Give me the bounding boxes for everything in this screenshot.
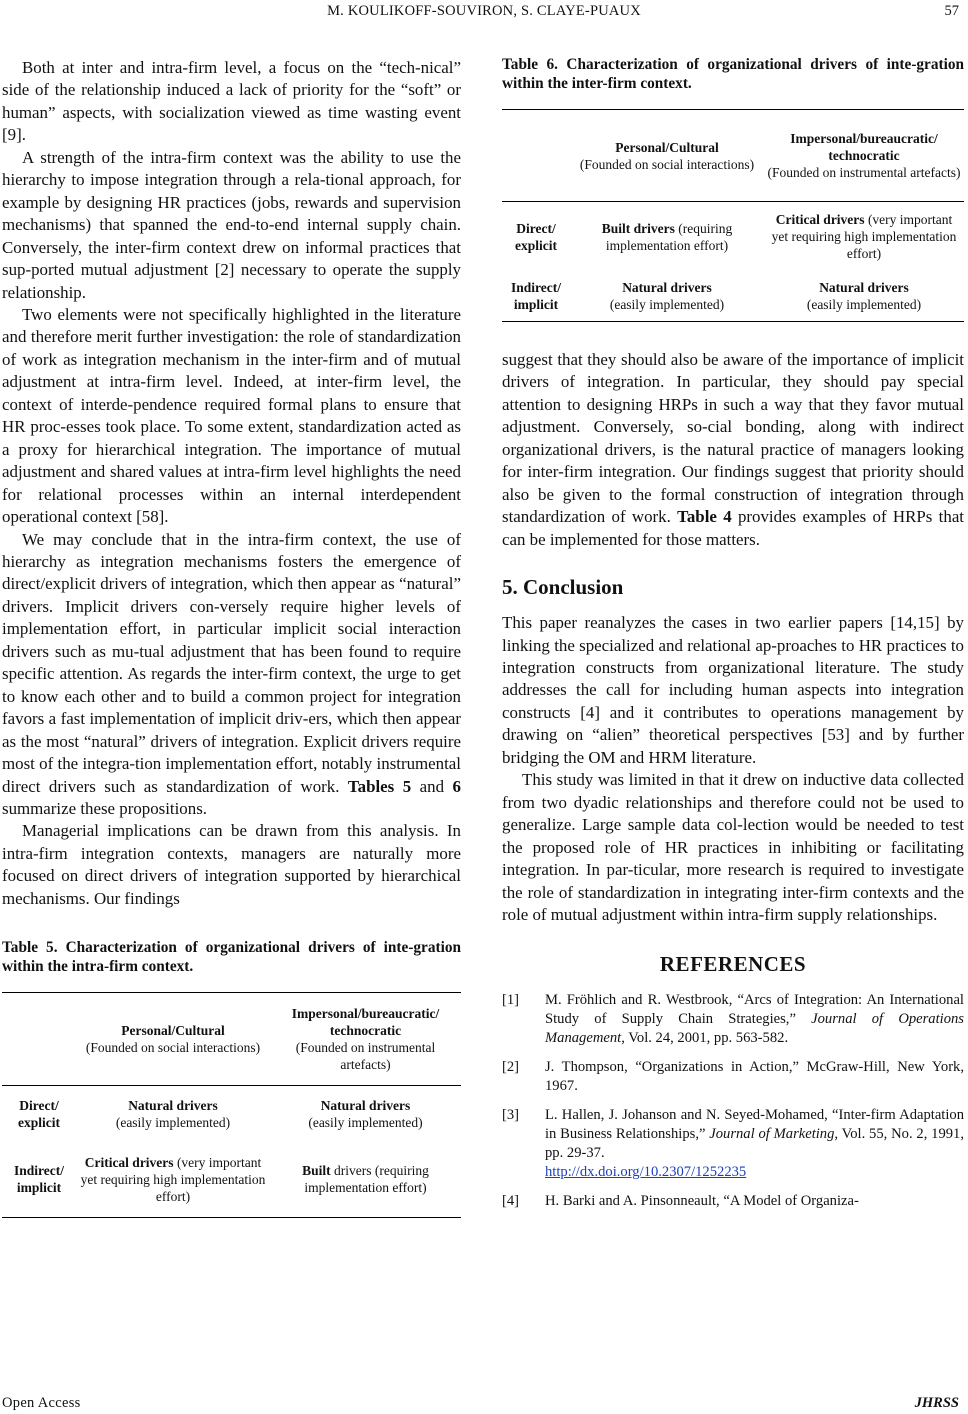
table5-block (2, 938, 461, 1218)
header-cell: Personal/Cultural (Founded on social interactions) (85, 1023, 261, 1056)
table-row (502, 272, 964, 322)
table-row (2, 1142, 461, 1218)
table6-caption: Table 6. Characterization of organizational drivers of inte-gration within the inter-firm context. (502, 56, 964, 92)
table5-caption: Table 5. Characterization of organizational drivers of inte-gration within the intra-firm context. (2, 939, 461, 976)
table-row (502, 202, 964, 272)
paragraph-text: provides examples of HRPs that can be implemented for those matters. (502, 507, 965, 549)
table-ref: Tables 5 (347, 776, 412, 796)
table-cell: Critical drivers (very important yet requiring high implementation effort) (80, 1154, 266, 1204)
table6 (502, 109, 964, 322)
reference-item (502, 1106, 964, 1182)
paragraph: Managerial implications can be drawn from this analysis. In intra-firm integration contexts, managers are naturally more focused on direct drivers of integration supported by hierarchical mechanisms. Our findings (2, 821, 461, 908)
table-cell: Natural drivers (easily implemented) (115, 1097, 231, 1130)
reference-number: [2] (502, 1059, 520, 1076)
reference-text: L. Hallen, J. Johanson and N. Seyed-Mohamed, “Inter-firm Adaptation in Business Relationships,” Journal of Marketing, Vol. 55, No. 2, 1991, pp. 29-37. http://dx.doi.org/10.2307/1252235 (545, 1107, 964, 1181)
paragraph-text: We may conclude that in the intra-firm context, the use of hierarchy as integration mechanisms fosters the emergence of direct/explicit drivers of integration, which then appear as “natural” drivers. Implicit drivers con-versely require higher levels of implementation effort, in particular implicit social interaction drivers such as mu-tual adjustment that has been found to require specific attention. As regards the inter-firm context, the urge to get to know each other and to build a common project for integration favors a fast implementation of implicit driv-ers, which then appear as the most “natural” drivers of integration. Explicit drivers require most of the integra-tion implementation effort, notably instrumental direct drivers such as standardization of work. (2, 529, 461, 796)
table-cell: Built drivers (requiring implementation effort) (302, 1163, 429, 1196)
table5 (2, 992, 461, 1218)
table-ref: Table 4 (677, 507, 732, 527)
table-header-row (2, 993, 461, 1086)
reference-text: M. Fröhlich and R. Westbrook, “Arcs of Integration: An International Study of Supply Chain Strategies,” Journal of Operations Management, Vol. 24, 2001, pp. 563-582. (545, 992, 964, 1047)
table-header-row (502, 110, 964, 202)
reference-item (502, 991, 964, 1048)
reference-list (502, 991, 964, 1211)
reference-number: [1] (502, 992, 520, 1009)
corner-cell (2, 993, 76, 1086)
references-heading: REFERENCES (659, 952, 807, 977)
reference-item (502, 1058, 964, 1096)
reference-text: J. Thompson, “Organizations in Action,” McGraw-Hill, New York, 1967. (545, 1059, 964, 1095)
running-title: M. KOULIKOFF-SOUVIRON, S. CLAYE-PUAUX (327, 3, 641, 19)
paragraph: A strength of the intra-firm context was the ability to use the hierarchy to impose integration through a rela-tional approach, for example by designing HR practices (jobs, rewards and supervision mechanisms) that spanned the end-to-end internal supply chain. Conversely, the inter-firm context drew on informal practices that sup-ported mutual adjustment [2] necessary to operate the supply relationship. (2, 147, 461, 302)
table-cell: Critical drivers (very important yet requiring high implementation effort) (771, 212, 957, 262)
paragraph-text: suggest that they should also be aware of the importance of implicit drivers of integration. In particular, they should pay special attention to designing HRPs in such a way that they favor mutual adjustment. Conversely, so-cial bonding, along with indirect organizational drivers, is the natural practice of managers looking for inter-firm integration. Our findings suggest that priority should also be given to the formal construction of integration through standardization of work. (502, 350, 964, 527)
journal-name: JHRSS (914, 1395, 959, 1411)
header-cell: Impersonal/bureaucratic/ technocratic (Founded on instrumental artefacts) (767, 131, 961, 180)
table-cell: Natural drivers (easily implemented) (806, 280, 922, 313)
paragraph: Two elements were not specifically highlighted in the literature and therefore merit further investigation: the role of standardization of work as integration mechanism in the inter-firm and of mutual adjustment at intra-firm level. Indeed, at inter-firm level, the context of interde-pendence required formal plans to ensure that HR proc-esses took place. To some extent, standardization acted as a proxy for hierarchical integration. The importance of mutual adjustment and shared values at intra-firm level highlights the need for relational processes within an internal interdependent operational context [58]. (2, 304, 461, 527)
reference-item (502, 1192, 964, 1211)
reference-number: [3] (502, 1107, 520, 1124)
page-number: 57 (944, 3, 959, 19)
paragraph: This paper reanalyzes the cases in two earlier papers [14,15] by linking the specialized and relational ap-proaches to HR practices to integration constructs from organizational literature. The study addresses the call for including human aspects into integration constructs [4] and it contributes to operations management by drawing on “alien” theoretical perspectives [53] and by further bridging the OM and HRM literature. (502, 613, 964, 767)
corner-cell (502, 110, 570, 202)
table-cell: Natural drivers (easily implemented) (609, 280, 725, 313)
header-cell: Personal/Cultural (Founded on social interactions) (579, 139, 755, 172)
right-column (502, 55, 964, 1211)
row-label: Indirect/ implicit (14, 1163, 64, 1196)
section-heading: 5. Conclusion (502, 575, 624, 600)
table-row (2, 1086, 461, 1142)
paragraph: This study was limited in that it drew on inductive data collected from two dyadic relationships and therefore could not be used to generalize. Large sample data col-lection would be needed to test the proposed role of HR practices in inhibiting or facilitating integration. In par-ticular, more research is required to investigate the role of standardization in integrating inter-firm contexts and the role of mutual adjustment within intra-firm supply relationships. (502, 770, 964, 924)
table-ref: 6 (452, 776, 461, 796)
paragraph (502, 349, 964, 551)
table-cell: Built drivers (requiring implementation effort) (601, 220, 733, 253)
doi-link[interactable]: http://dx.doi.org/10.2307/1252235 (545, 1164, 747, 1181)
paragraph-text: and (411, 776, 453, 796)
reference-text: H. Barki and A. Pinsonneault, “A Model of Organiza- (545, 1193, 859, 1210)
paragraph-text: summarize these propositions. (2, 798, 207, 818)
row-label: Indirect/ implicit (511, 280, 561, 313)
paragraph (2, 529, 461, 821)
paragraph: Both at inter and intra-firm level, a focus on the “tech-nical” side of the relationship induced a lack of priority for the “soft” or human” aspects, with socialization viewed as time wasting event [9]. (2, 58, 461, 145)
header-cell: Impersonal/bureaucratic/ technocratic (Founded on instrumental artefacts) (291, 1006, 440, 1073)
row-label: Direct/ explicit (18, 1097, 60, 1130)
reference-number: [4] (502, 1193, 520, 1210)
table-cell: Natural drivers (easily implemented) (308, 1097, 423, 1130)
open-access-label: Open Access (2, 1395, 81, 1411)
table6-block (502, 55, 964, 322)
left-column (2, 57, 461, 1218)
row-label: Direct/ explicit (515, 220, 557, 253)
page-header (0, 0, 968, 30)
